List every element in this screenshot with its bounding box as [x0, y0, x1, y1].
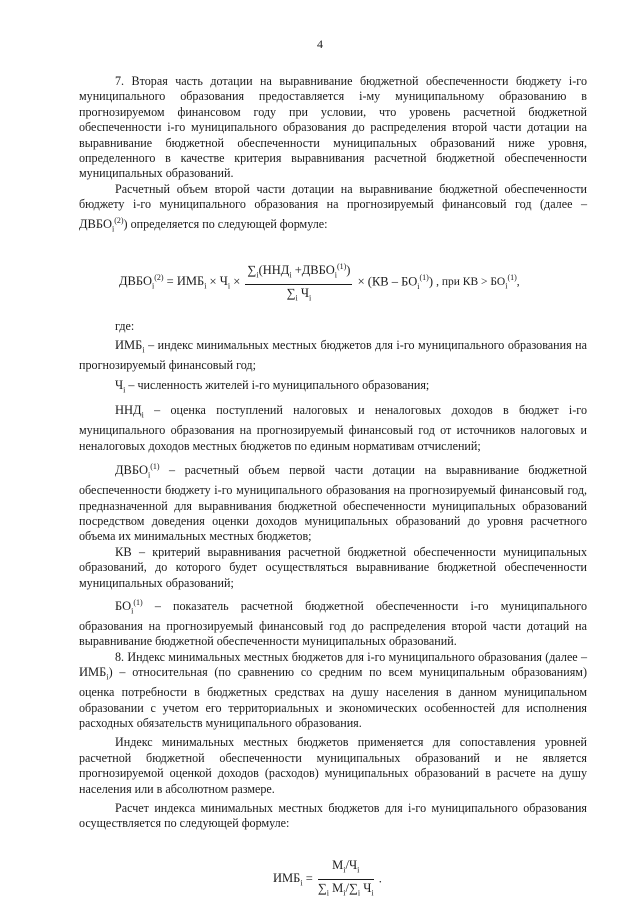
where-label: где:	[115, 318, 135, 333]
definition-dvbo1: $ДВБО_i^{(1)}$ – расчетный объем первой части дотации на выравнивание бюджетной обеспеченности бюджету i-го муниципального образования на прогнозируемый финансовый год, предназначенной для выравнивания бюджетной обеспеченности муниципальных образований посредством доведения оценки доходов муниципальных образований до уровня расчетного объема их минимальных местных бюджетов;	[79, 462, 587, 544]
paragraph-7: 7. Вторая часть дотации на выравнивание бюджетной обеспеченности бюджету i-го муниципального образования предоставляется i-му муниципальному образованию в прогнозируемом финансовом году при условии, что уровень расчетной бюджетной обеспеченности i-го муниципального образования до распределения второй части дотации на выравнивание бюджетной обеспеченности муниципальных образований ниже уровня, определенного в качестве критерия выравнивания расчетной бюджетной обеспеченности муниципальных образований.	[79, 74, 587, 181]
definition-nnd: $ННД_i$ – оценка поступлений налоговых и неналоговых доходов в бюджет i-го муниципального образования на прогнозируемый финансовый год от источников налоговых и неналоговых доходов местных бюджетов по единым нормативам отчислений;	[79, 403, 587, 453]
formula1-ch: $Ч_i$	[219, 274, 231, 291]
formula2-fraction: $\frac{М_i/Ч_i}{\sum_i М_i/\sum_i Ч_i}$	[317, 857, 374, 898]
calc-intro-symbol: $ДВБО_i^{(2)}$	[79, 215, 124, 234]
document-body	[79, 74, 587, 904]
calc-intro-text-a: Расчетный объем второй части дотации на выравнивание бюджетной обеспеченности бюджету i-го муниципального образования на прогнозируемый финансовый год (далее –	[79, 181, 587, 212]
formula1-imb: $ИМБ_i$	[176, 274, 207, 291]
calc-intro-text-b: ) определяется по следующей формуле:	[123, 216, 328, 231]
definition-bo1: $БО_i^{(1)}$ – показатель расчетной бюджетной обеспеченности i-го муниципального образования на прогнозируемый финансовый год до распределения второй части дотаций на выравнивание бюджетной обеспеченности муниципальных образований.	[79, 597, 587, 649]
paragraph-10: Расчет индекса минимальных местных бюджетов для i-го муниципального образования осуществляется по следующей формуле:	[79, 801, 587, 831]
formula1-condition: , при КВ > $БО_i^{(1)}$,	[436, 273, 520, 291]
formula-imb: $ИМБ_i$ = $\frac{М_i/Ч_i}{\sum_i М_i/\sum_i Ч_i}$ .	[79, 858, 587, 904]
definition-imb: $ИМБ_i$ – индекс минимальных местных бюджетов для i-го муниципального образования на прогнозируемый финансовый год;	[79, 338, 587, 373]
formula1-lhs: $ДВБО_i^{(2)}$	[119, 272, 164, 291]
page-number: 4	[317, 37, 323, 51]
paragraph-calc-intro	[79, 182, 587, 237]
definition-ch: $Ч_i$ – численность жителей i-го муниципального образования;	[115, 378, 430, 395]
formula-dvbo2: $ДВБО_i^{(2)} = ИМБ_i \times Ч_i$ × $\frac{\sum_i(ННД_i +ДВБО_i^{(1)})}{\sum_i Ч_i}$ × $(КВ - БО_i^{(1)})$ , при КВ > $БО_i^{(1)}$,	[79, 251, 587, 309]
formula2-lhs: $ИМБ_i$	[273, 871, 303, 888]
formula1-fraction: $\frac{\sum_i(ННД_i +ДВБО_i^{(1)})}{\sum_i Ч_i}$	[245, 259, 352, 306]
paragraph-9: Индекс минимальных местных бюджетов применяется для сопоставления уровней расчетной бюджетной обеспеченности муниципальных образований и не является прогнозируемой оценкой доходов (расходов) муниципальных образований в расчете на душу населения или в абсолютном размере.	[79, 735, 587, 796]
definition-kv: КВ – критерий выравнивания расчетной бюджетной обеспеченности муниципальных образований, до которого будет осуществляться выравнивание бюджетной обеспеченности муниципальных образований;	[79, 544, 587, 590]
paragraph-8: 8. Индекс минимальных местных бюджетов для i-го муниципального образования (далее – $ИМБ_i$) – относительная (по сравнению со средним по всем муниципальным образованиям) оценка потребности в бюджетных средствах на душу населения в данном муниципальном образовании с учетом его территориальных и экономических особенностей для исполнения расходных обязательств муниципального образования.	[79, 649, 587, 730]
